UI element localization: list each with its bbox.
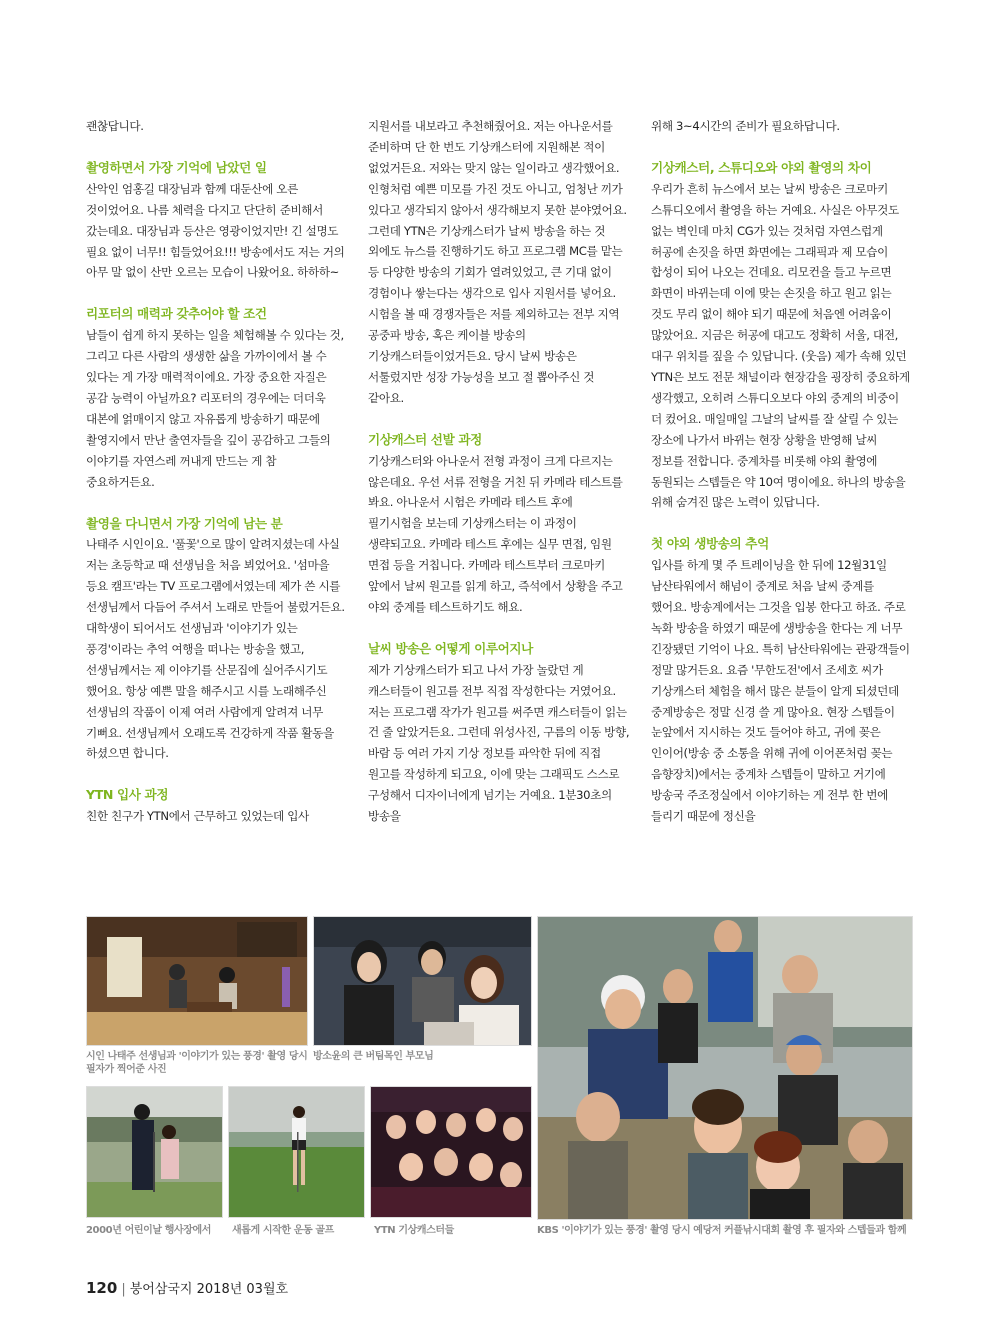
section-heading: 기상캐스터 선발 과정 bbox=[368, 431, 482, 447]
body-paragraph: 괜찮답니다. bbox=[86, 119, 144, 133]
body-paragraph: 우리가 흔히 뉴스에서 보는 날씨 방송은 크로마키 스튜디오에서 촬영을 하는 거예요. 사실은 아무것도 없는 벽인데 마치 CG가 있는 것처럼 자연스럽게 허공에 손짓을 하면 화면에는 그래픽과 제 모습이 합성이 되어 나오는 건데요. 리모컨을 들고 누르면 화면이 바뀌는데 이에 맞는 손짓을 하고 원고 읽는 것도 무리 없이 해야 되기 때문에 처음엔 어려움이 많았어요. 지금은 허공에 대고도 정확히 서울, 대전, 대구 위치를 짚을 수 있답니다. (웃음) 제가 속해 있던 YTN은 보도 전문 채널이라 현장감을 굉장히 중요하게 생각했고, 오히려 스튜디오보다 야외 중계의 비중이 더 컸어요. 매일매일 그날의 날씨를 잘 살릴 수 있는 장소에 나가서 바뀌는 현장 상황을 반영해 날씨 정보를 전합니다. 중계차를 비롯해 야외 촬영에 동원되는 스텝들은 약 10여 명이에요. 하나의 방송을 위해 숨겨진 많은 노력이 있답니다. bbox=[651, 181, 910, 510]
paragraph-spacer bbox=[651, 137, 913, 158]
section-heading: YTN 입사 과정 bbox=[86, 787, 169, 803]
section-heading: 첫 야외 생방송의 추억 bbox=[651, 536, 769, 552]
photo-ytn-casters bbox=[370, 1086, 532, 1218]
body-paragraph: 나태주 시인이요. '풀꽃'으로 많이 알려지셨는데 사실 저는 초등학교 때 선생님을 처음 뵈었어요. '섬마을 등요 캠프'라는 TV 프로그램에서였는데 제가 쓴 시를 선생님께서 다듬어 주셔서 노래로 만들어 불렀거든요. 대학생이 되어서도 선생님과 '이야기가 있는 풍경'이라는 추억 여행을 떠나는 방송을 했고, 선생님께서는 제 이야기를 산문집에 실어주시기도 했어요. 항상 예쁜 말을 해주시고 시를 노래해주신 선생님의 작품이 이제 여러 사람에게 알려져 너무 기뻐요. 선생님께서 오래도록 건강하게 작품 활동을 하셨으면 합니다. bbox=[86, 537, 345, 761]
body-paragraph: 친한 친구가 YTN에서 근무하고 있었는데 입사 bbox=[86, 809, 309, 824]
magazine-issue: 붕어삼국지 2018년 03월호 bbox=[129, 1282, 289, 1297]
paragraph-spacer bbox=[86, 493, 348, 514]
footer-separator: | bbox=[121, 1282, 126, 1297]
section-heading: 기상캐스터, 스튜디오와 야외 촬영의 차이 bbox=[651, 159, 872, 175]
page-number: 120 bbox=[86, 1279, 118, 1297]
photo-parents bbox=[313, 916, 532, 1046]
section-heading: 날씨 방송은 어떻게 이루어지나 bbox=[368, 640, 533, 656]
caption-childrens-day: 2000년 어린이날 행사장에서 bbox=[86, 1225, 211, 1236]
section-heading: 리포터의 매력과 갖추어야 할 조건 bbox=[86, 306, 267, 322]
body-paragraph: 산악인 엄홍길 대장님과 함께 대둔산에 오른 것이었어요. 나름 체력을 다지고 단단히 준비해서 갔는데요. 대장님과 등산은 영광이었지만! 긴 설명도 필요 없이 너무!! 힘들었어요!!! 방송에서도 저는 거의 아무 말 없이 산만 오르는 모습이 나왔어요. 하하하~ bbox=[86, 181, 345, 280]
body-paragraph: 기상캐스터와 아나운서 전형 과정이 크게 다르지는 않은데요. 우선 서류 전형을 거친 뒤 카메라 테스트를 봐요. 아나운서 시험은 카메라 테스트 후에 필기시험을 보는데 기상캐스터는 이 과정이 생략되고요. 카메라 테스트 후에는 실무 면접, 임원 면접 등을 거칩니다. 카메라 테스트부터 크로마키 앞에서 날씨 원고를 읽게 하고, 즉석에서 상황을 주고 야외 중계를 테스트하기도 해요. bbox=[368, 453, 623, 614]
body-paragraph: 지원서를 내보라고 추천해줬어요. 저는 아나운서를 준비하며 단 한 번도 기상캐스터에 지원해본 적이 없었거든요. 저와는 맞지 않는 일이라고 생각했어요. 인형처럼 예쁜 미모를 가진 것도 아니고, 엄청난 끼가 있다고 생각되지 않아서 생각해보지 못한 분야였어요. 그런데 YTN은 기상캐스터가 날씨 방송을 하는 것 외에도 뉴스를 진행하기도 하고 프로그램 MC를 맡는 등 다양한 방송의 기회가 열려있었고, 큰 기대 없이 경험이나 쌓는다는 생각으로 입사 지원서를 넣어요. 시험을 볼 때 경쟁자들은 저를 제외하고는 전부 지역 공중파 방송, 혹은 케이블 방송의 기상캐스터들이었거든요. 당시 날씨 방송은 서툴렀지만 성장 가능성을 보고 절 뽑아주신 것 같아요. bbox=[368, 119, 627, 405]
caption-kbs-crew: KBS '이야기가 있는 풍경' 촬영 당시 예당저 커플낚시대회 촬영 후 필자와 스텝들과 함께 bbox=[537, 1225, 907, 1236]
paragraph-spacer bbox=[368, 618, 630, 639]
photo-childrens-day bbox=[86, 1086, 223, 1218]
section-heading: 촬영을 다니면서 가장 기억에 남는 분 bbox=[86, 515, 283, 531]
photo-poet-interview bbox=[86, 916, 308, 1046]
photo-golf bbox=[228, 1086, 365, 1218]
paragraph-spacer bbox=[651, 513, 913, 534]
caption-poet-interview: 시인 나태주 선생님과 '이야기가 있는 풍경' 촬영 당시 필자가 찍어준 사진 bbox=[86, 1051, 308, 1075]
body-paragraph: 위해 3~4시간의 준비가 필요하답니다. bbox=[651, 119, 840, 133]
caption-golf: 새롭게 시작한 운동 골프 bbox=[232, 1225, 334, 1236]
section-heading: 촬영하면서 가장 기억에 남았던 일 bbox=[86, 159, 267, 175]
paragraph-spacer bbox=[368, 409, 630, 430]
caption-parents: 방소윤의 큰 버팀목인 부모님 bbox=[313, 1051, 434, 1062]
text-column-3 bbox=[651, 116, 913, 827]
paragraph-spacer bbox=[86, 283, 348, 304]
body-paragraph: 제가 기상캐스터가 되고 나서 가장 놀랐던 게 캐스터들이 원고를 전부 직접 작성한다는 거였어요. 저는 프로그램 작가가 원고를 써주면 캐스터들이 읽는 건 줄 알았거든요. 그런데 위성사진, 구름의 이동 방향, 바람 등 여러 가지 기상 정보를 파악한 뒤에 직접 원고를 작성하게 되고요, 이에 맞는 그래픽도 스스로 구성해서 디자이너에게 넘기는 거예요. 1분30초의 방송을 bbox=[368, 662, 630, 824]
paragraph-spacer bbox=[86, 764, 348, 785]
text-column-1 bbox=[86, 116, 348, 827]
caption-ytn-casters: YTN 기상캐스터들 bbox=[374, 1225, 454, 1236]
photo-kbs-crew bbox=[537, 916, 913, 1220]
text-column-2 bbox=[368, 116, 630, 827]
page-footer bbox=[86, 1278, 288, 1297]
body-paragraph: 남들이 쉽게 하지 못하는 일을 체험해볼 수 있다는 것, 그리고 다른 사람의 생생한 삶을 가까이에서 볼 수 있다는 게 가장 매력적이에요. 가장 중요한 자질은 공감 능력이 아닐까요? 리포터의 경우에는 더더욱 대본에 얽매이지 않고 자유롭게 방송하기 때문에 촬영지에서 만난 출연자들을 깊이 공감하고 그들의 이야기를 자연스레 꺼내게 만드는 게 참 중요하거든요. bbox=[86, 328, 344, 489]
body-paragraph: 입사를 하게 몇 주 트레이닝을 한 뒤에 12월31일 남산타워에서 해넘이 중계로 처음 날씨 중계를 했어요. 방송계에서는 그것을 입봉 한다고 하죠. 주로 녹화 방송을 하였기 때문에 생방송을 한다는 게 너무 긴장됐던 기억이 나요. 특히 남산타워에는 관광객들이 정말 많거든요. 요즘 '무한도전'에서 조세호 씨가 기상캐스터 체험을 해서 많은 분들이 알게 되셨던데 중계방송은 정말 신경 쓸 게 많아요. 현장 스텝들이 눈앞에서 지시하는 것도 들어야 하고, 귀에 꽂은 인이어(방송 중 소통을 위해 귀에 이어폰처럼 꽂는 음향장치)에서는 중계차 스텝들이 말하고 거기에 방송국 주조정실에서 이야기하는 게 전부 한 번에 들리기 때문에 정신을 bbox=[651, 558, 910, 824]
paragraph-spacer bbox=[86, 137, 348, 158]
